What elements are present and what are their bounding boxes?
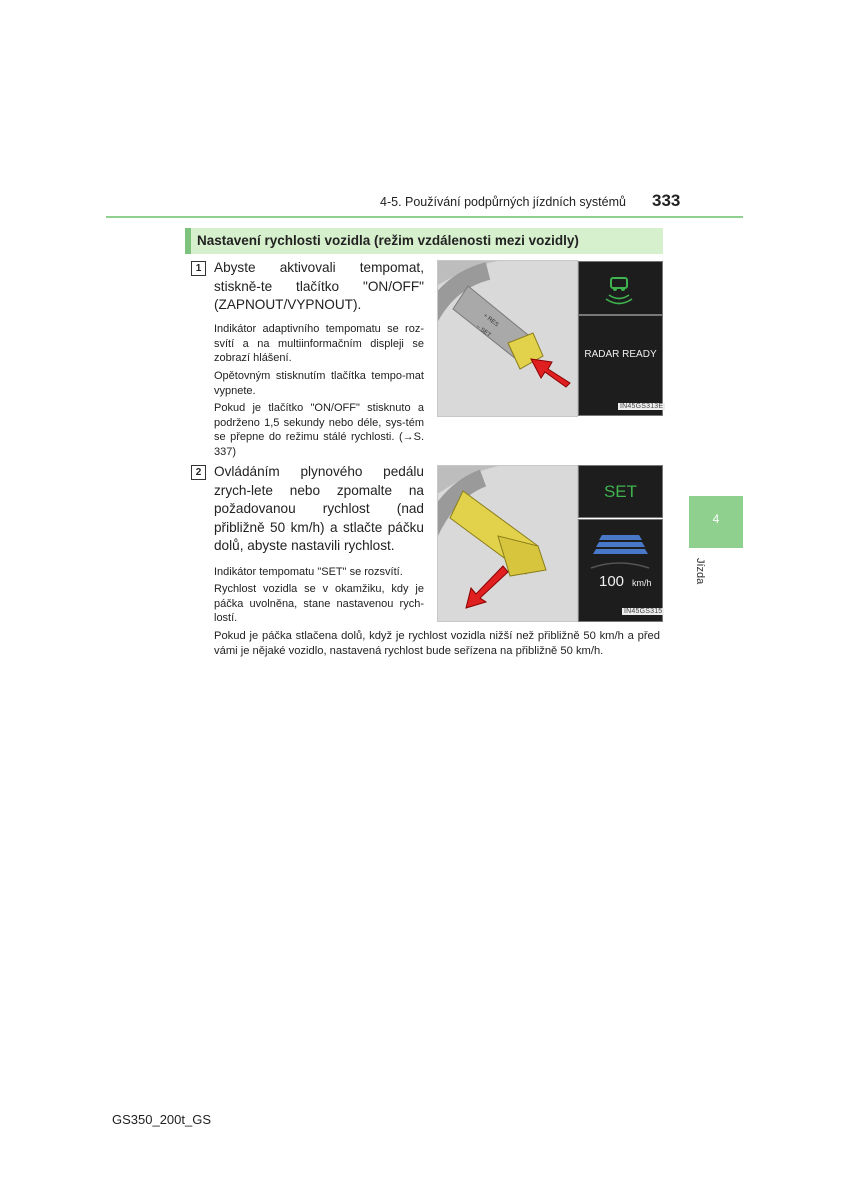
chapter-tab-label: Jízda: [694, 558, 706, 585]
set-speed-value: 100: [599, 573, 625, 590]
cruise-indicator-display: [578, 261, 663, 315]
lever-press-drawing: [438, 261, 577, 416]
press-arrow-icon: [531, 359, 570, 387]
page-number: 333: [652, 191, 681, 210]
lever-push-down-illustration: [437, 465, 578, 622]
step-1-instruction: Abyste aktivovali tempomat, stiskně-te tlačítko "ON/OFF" (ZAPNOUT/VYPNOUT).: [214, 260, 424, 312]
step-2-note: Rychlost vozidla se v okamžiku, kdy je páčka uvolněna, stane nastavenou rych-lostí.: [214, 583, 424, 624]
set-speed-display: [578, 519, 663, 622]
lever-press-illustration: [437, 260, 578, 417]
lever-push-drawing: [438, 466, 577, 621]
header-divider: [106, 216, 743, 218]
radar-ready-message: RADAR READY: [584, 349, 657, 360]
section-heading-accent: [185, 228, 191, 254]
step-2-instruction: Ovládáním plynového pedálu zrych-lete nebo zpomalte na požadovanou rychlost (nad přibližně 50 km/h) a stlačte páčku dolů, abyste nastavili rychlost.: [214, 464, 424, 553]
figure-code: IN45GS315: [624, 608, 663, 615]
step-1-note: Indikátor adaptivního tempomatu se roz-svítí a na multiinformačním displeji se zobrazí hlášení.: [214, 323, 424, 364]
chapter-tab-number: 4: [712, 512, 720, 526]
step-number-badge: 1: [191, 261, 206, 276]
multi-info-display: [578, 315, 663, 416]
step-1-note: Opětovným stisknutím tlačítka tempo-mat vypnete.: [214, 370, 424, 397]
step-2-note: Indikátor tempomatu "SET" se rozsvítí.: [214, 566, 403, 578]
push-down-arrow-icon: [466, 566, 508, 608]
set-indicator: SET: [603, 482, 638, 501]
lever-label: + RES: [481, 312, 500, 329]
following-distance-bars-icon: [579, 520, 662, 580]
footer-model-code: GS350_200t_GS: [112, 1112, 212, 1127]
figure-code: IN45GS313E: [620, 403, 664, 410]
step-1-note: Pokud je tlačítko "ON/OFF" stisknuto a podrženo 1,5 sekundy nebo déle, sys-tém se přepne do režimu stálé rychlosti. (→S. 337): [214, 402, 424, 458]
radar-cruise-icon: [579, 262, 662, 314]
set-indicator-display: [578, 465, 663, 518]
speed-adjustment-note: Pokud je páčka stlačena dolů, když je rychlost vozidla nižší než přibližně 50 km/h a před vámi je nějaké vozidlo, nastavená rychlost bude seřízena na přibližně 50 km/h.: [214, 630, 660, 657]
step-number-badge: 2: [191, 465, 206, 480]
lever-label: – SET: [474, 323, 492, 339]
chapter-title: 4-5. Používání podpůrných jízdních systémů: [380, 195, 626, 209]
set-speed-unit: km/h: [632, 578, 652, 588]
section-title: Nastavení rychlosti vozidla (režim vzdálenosti mezi vozidly): [197, 233, 579, 248]
